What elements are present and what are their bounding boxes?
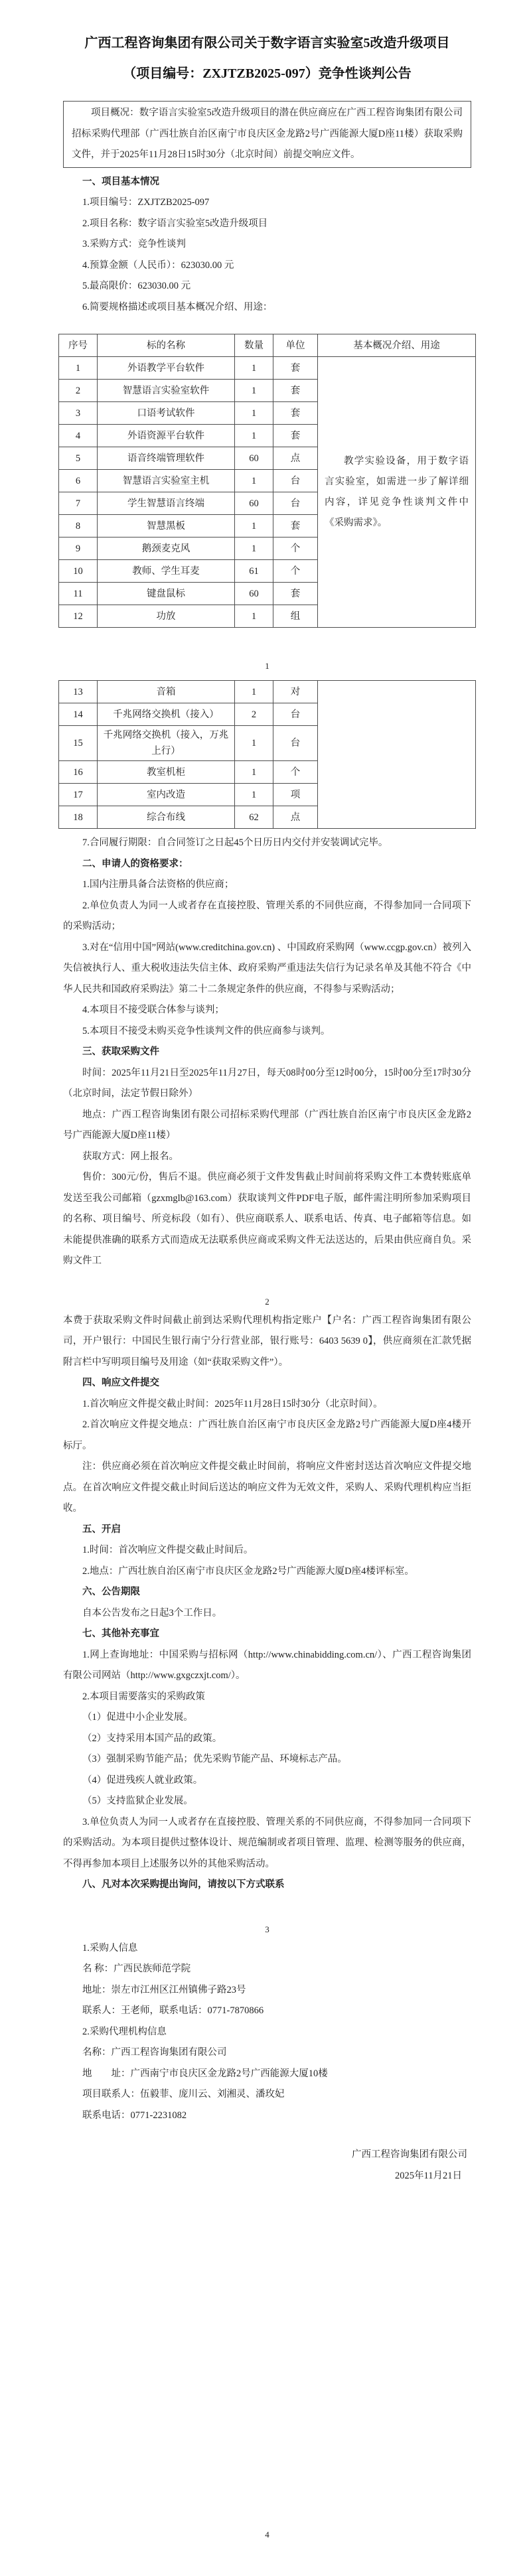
table-header-cell: 基本概况介绍、用途 — [318, 334, 476, 357]
table-cell: 15 — [59, 726, 98, 761]
paragraph: 八、凡对本次采购提出询问，请按以下方式联系 — [82, 1879, 285, 1890]
table-cell: 口语考试软件 — [98, 402, 235, 425]
section-requirements-and-documents — [63, 833, 471, 1272]
table-header-cell: 标的名称 — [98, 334, 235, 357]
table-cell: 智慧语言实验室主机 — [98, 470, 235, 492]
paragraph: 1.首次响应文件提交截止时间：2025年11月28日15时30分（北京时间）。 — [82, 1398, 383, 1409]
table-cell: 1 — [235, 537, 273, 560]
paragraph: （3）强制采购节能产品；优先采购节能产品、环境标志产品。 — [82, 1754, 347, 1764]
table-cell: 台 — [273, 492, 318, 515]
table-cell: 个 — [273, 560, 318, 583]
paragraph: 本费于获取采购文件时间截止前到达采购代理机构指定账户【户名：广西工程咨询集团有限公司，开户银行：中国民生银行南宁分行营业部，银行账号：6403 5639 0】，供应商须在汇款凭据附言栏中写明项目编号及用途（如“获取采购文件”）。 — [63, 1315, 471, 1368]
table-cell: 千兆网络交换机（接入，万兆上行） — [98, 726, 235, 761]
table-cell: 套 — [273, 357, 318, 380]
paragraph: 2.单位负责人为同一人或者存在直接控股、管理关系的不同供应商，不得参加同一合同项下的采购活动； — [63, 900, 471, 932]
table-cell: 1 — [235, 425, 273, 447]
paragraph: 2.采购代理机构信息 — [82, 2026, 167, 2037]
items-tbody-page2 — [59, 681, 476, 829]
paragraph: 获取方式：网上报名。 — [82, 1151, 179, 1162]
paragraph: 七、其他补充事宜 — [82, 1628, 159, 1639]
document-title-line1: 广西工程咨询集团有限公司关于数字语言实验室5改造升级项目 — [84, 36, 450, 50]
paragraph: 6.简要规格描述或项目基本概况介绍、用途： — [82, 301, 273, 313]
table-cell: 7 — [59, 492, 98, 515]
table-cell: 对 — [273, 681, 318, 703]
paragraph: 5.最高限价：623030.00 元 — [82, 281, 191, 291]
table-cell: 项 — [273, 784, 318, 806]
page-number-4: 4 — [265, 2530, 269, 2540]
table-cell: 10 — [59, 560, 98, 583]
page-number-3: 3 — [265, 1924, 269, 1934]
table-cell: 个 — [273, 537, 318, 560]
table-cell: 16 — [59, 761, 98, 784]
table-cell: 教室机柜 — [98, 761, 235, 784]
table-cell: 1 — [235, 402, 273, 425]
table-cell: 1 — [235, 357, 273, 380]
spacer — [63, 2126, 471, 2145]
items-table-page2 — [58, 680, 476, 829]
table-cell: 1 — [235, 380, 273, 402]
table-cell: 套 — [273, 583, 318, 605]
table-cell: 1 — [235, 605, 273, 628]
table-note-cell: 教学实验设备，用于数字语言实验室，如需进一步了解详细内容，详见竞争性谈判文件中《采购需求》。 — [318, 357, 476, 628]
table-cell: 2 — [59, 380, 98, 402]
signature-company: 广西工程咨询集团有限公司 — [352, 2149, 467, 2160]
page-gap — [63, 2186, 471, 2526]
paragraph: 一、项目基本情况 — [82, 176, 159, 187]
table-cell: 学生智慧语言终端 — [98, 492, 235, 515]
table-row — [59, 357, 476, 380]
paragraph: 自本公告发布之日起3个工作日。 — [82, 1607, 222, 1618]
paragraph: 项目联系人：伍毅菲、庞川云、刘湘灵、潘玫妃 — [82, 2089, 285, 2100]
paragraph: 时间：2025年11月21日至2025年11月27日，每天08时00分至12时00分，15时00分至17时30分（北京时间，法定节假日除外） — [63, 1067, 471, 1099]
section-contact-info — [63, 1938, 471, 2127]
table-cell: 3 — [59, 402, 98, 425]
table-cell: 台 — [273, 726, 318, 761]
table-header-cell: 序号 — [59, 334, 98, 357]
table-cell: 12 — [59, 605, 98, 628]
table-cell: 4 — [59, 425, 98, 447]
table-cell: 台 — [273, 470, 318, 492]
paragraph: 售价：300元/份，售后不退。供应商必须于文件发售截止时间前将采购文件工本费转账底单发送至我公司邮箱（gzxmglb@163.com）获取谈判文件PDF电子版，邮件需注明所参加采购项目的名称、项目编号、所竞标段（如有）、供应商联系人、联系电话、传真、电子邮箱等信息。如未能提供准确的联系方式而造成无法联系供应商或采购文件无法送达的，后果由供应商自负。采购文件工 — [63, 1172, 471, 1266]
table-cell: 9 — [59, 537, 98, 560]
table-header-cell: 单位 — [273, 334, 318, 357]
table-cell: 组 — [273, 605, 318, 628]
paragraph: 4.预算金额（人民币）：623030.00 元 — [82, 259, 234, 271]
table-cell: 台 — [273, 703, 318, 726]
paragraph: 2.地点：广西壮族自治区南宁市良庆区金龙路2号广西能源大厦D座4楼评标室。 — [82, 1565, 414, 1577]
paragraph: 1.国内注册具备合法资格的供应商； — [82, 879, 234, 890]
project-overview-text: 项目概况：数字语言实验室5改造升级项目的潜在供应商应在广西工程咨询集团有限公司招标采购代理部（广西壮族自治区南宁市良庆区金龙路2号广西能源大厦D座11楼）获取采购文件，并于2025年11月28日15时30分（北京时间）前提交响应文件。 — [72, 107, 463, 160]
table-cell: 18 — [59, 806, 98, 829]
paragraph: 联系电话：0771-2231082 — [82, 2110, 187, 2121]
paragraph: 3.单位负责人为同一人或者存在直接控股、管理关系的不同供应商，不得参加同一合同项下的采购活动。为本项目提供过整体设计、规范编制或者项目管理、监理、检测等服务的供应商，不得再参加本项目上述服务以外的其他采购活动。 — [63, 1816, 471, 1869]
paragraph: 二、申请人的资格要求： — [82, 858, 189, 869]
paragraph: 3.采购方式：竞争性谈判 — [82, 239, 186, 250]
table-cell: 62 — [235, 806, 273, 829]
paragraph: 联系人：王老师，联系电话：0771-7870866 — [82, 2005, 264, 2016]
page-number-2: 2 — [265, 1296, 269, 1307]
paragraph: 1.项目编号：ZXJTZB2025-097 — [82, 197, 210, 208]
table-cell: 语音终端管理软件 — [98, 447, 235, 470]
table-cell: 1 — [235, 515, 273, 537]
paragraph: 地址：崇左市江州区江州镇佛子路23号 — [82, 1984, 246, 1995]
table-cell: 61 — [235, 560, 273, 583]
table-cell: 1 — [235, 784, 273, 806]
paragraph: 2.首次响应文件提交地点：广西壮族自治区南宁市良庆区金龙路2号广西能源大厦D座4楼开标厅。 — [63, 1419, 471, 1451]
table-header-row — [59, 334, 476, 357]
table-cell: 智慧语言实验室软件 — [98, 380, 235, 402]
items-table-page1 — [58, 334, 476, 628]
table-note-cell-empty — [318, 681, 476, 829]
document-title-line2: （项目编号：ZXJTZB2025-097）竞争性谈判公告 — [123, 66, 412, 81]
table-cell: 1 — [59, 357, 98, 380]
table-cell: 5 — [59, 447, 98, 470]
table-row — [59, 681, 476, 703]
paragraph: 2.本项目需要落实的采购政策 — [82, 1691, 205, 1702]
table-cell: 个 — [273, 761, 318, 784]
table-cell: 智慧黑板 — [98, 515, 235, 537]
table-cell: 1 — [235, 761, 273, 784]
table-cell: 13 — [59, 681, 98, 703]
table-cell: 1 — [235, 726, 273, 761]
table-cell: 音箱 — [98, 681, 235, 703]
table-header-cell: 数量 — [235, 334, 273, 357]
signature-block — [63, 2145, 471, 2186]
paragraph: 1.采购人信息 — [82, 1942, 138, 1954]
table-cell: 鹅颈麦克风 — [98, 537, 235, 560]
table-cell: 8 — [59, 515, 98, 537]
paragraph: 名 称：广西民族师范学院 — [82, 1964, 191, 1974]
table-cell: 60 — [235, 583, 273, 605]
table-cell: 综合布线 — [98, 806, 235, 829]
table-cell: 1 — [235, 681, 273, 703]
table-cell: 功放 — [98, 605, 235, 628]
table-cell: 14 — [59, 703, 98, 726]
paragraph: 地 址：广西南宁市良庆区金龙路2号广西能源大厦10楼 — [82, 2068, 328, 2079]
table-cell: 套 — [273, 380, 318, 402]
paragraph: 六、公告期限 — [82, 1587, 140, 1597]
page-gap — [63, 675, 471, 680]
items-tbody-page1 — [59, 357, 476, 628]
page-gap — [63, 1896, 471, 1921]
table-cell: 室内改造 — [98, 784, 235, 806]
table-cell: 60 — [235, 447, 273, 470]
section-basic-info — [63, 172, 471, 319]
section-submission-and-other — [63, 1311, 471, 1896]
table-cell: 点 — [273, 447, 318, 470]
document-content — [63, 28, 471, 2543]
table-cell: 套 — [273, 515, 318, 537]
paragraph: 3.对在“信用中国”网站(www.creditchina.gov.cn) 、中国政府采购网（www.ccgp.gov.cn）被列入失信被执行人、重大税收违法失信主体、政府采购严重违法失信行为记录名单及其他不符合《中华人民共和国政府采购法》第二十二条规定条件的供应商，不得参与采购活动； — [63, 942, 471, 995]
paragraph: 5.本项目不接受未购买竞争性谈判文件的供应商参与谈判。 — [82, 1025, 331, 1037]
table-cell: 11 — [59, 583, 98, 605]
table-cell: 1 — [235, 470, 273, 492]
paragraph: 1.网上查询地址：中国采购与招标网（http://www.chinabidding.com.cn/）、广西工程咨询集团有限公司网站（http://www.gxgczxjt.com/）。 — [63, 1649, 471, 1681]
spacer — [63, 318, 471, 334]
table-cell: 点 — [273, 806, 318, 829]
table-cell: 2 — [235, 703, 273, 726]
paragraph: 注：供应商必须在首次响应文件提交截止时间前，将响应文件密封送达首次响应文件提交地点。在首次响应文件提交截止时间后送达的响应文件为无效文件，采购人、采购代理机构应当拒收。 — [63, 1461, 471, 1514]
table-cell: 教师、学生耳麦 — [98, 560, 235, 583]
paragraph: （4）促进残疾人就业政策。 — [82, 1774, 203, 1786]
page-number-1: 1 — [265, 661, 269, 671]
page-gap — [63, 1272, 471, 1293]
table-cell: 键盘鼠标 — [98, 583, 235, 605]
page-gap — [63, 628, 471, 658]
table-cell: 外语资源平台软件 — [98, 425, 235, 447]
paragraph: 2.项目名称：数字语言实验室5改造升级项目 — [82, 218, 268, 229]
paragraph: 1.时间：首次响应文件提交截止时间后。 — [82, 1545, 254, 1555]
table-cell: 外语教学平台软件 — [98, 357, 235, 380]
paragraph: 地点：广西工程咨询集团有限公司招标采购代理部（广西壮族自治区南宁市良庆区金龙路2号广西能源大厦D座11楼） — [63, 1109, 471, 1141]
table-cell: 千兆网络交换机（接入） — [98, 703, 235, 726]
paragraph: （5）支持监狱企业发展。 — [82, 1796, 193, 1806]
table-cell: 60 — [235, 492, 273, 515]
paragraph: 7.合同履行期限：自合同签订之日起45个日历日内交付并安装调试完毕。 — [82, 837, 388, 848]
project-overview-box — [63, 101, 471, 168]
document-title — [63, 28, 471, 89]
table-cell: 6 — [59, 470, 98, 492]
paragraph: 四、响应文件提交 — [82, 1378, 159, 1388]
paragraph: 五、开启 — [82, 1524, 121, 1535]
table-cell: 套 — [273, 402, 318, 425]
table-cell: 17 — [59, 784, 98, 806]
signature-date: 2025年11月21日 — [395, 2170, 462, 2181]
paragraph: 三、获取采购文件 — [82, 1046, 159, 1057]
paragraph: （2）支持采用本国产品的政策。 — [82, 1733, 222, 1744]
paragraph: （1）促进中小企业发展。 — [82, 1712, 193, 1723]
paragraph: 名称：广西工程咨询集团有限公司 — [82, 2047, 227, 2058]
table-cell: 套 — [273, 425, 318, 447]
paragraph: 4.本项目不接受联合体参与谈判； — [82, 1005, 224, 1015]
